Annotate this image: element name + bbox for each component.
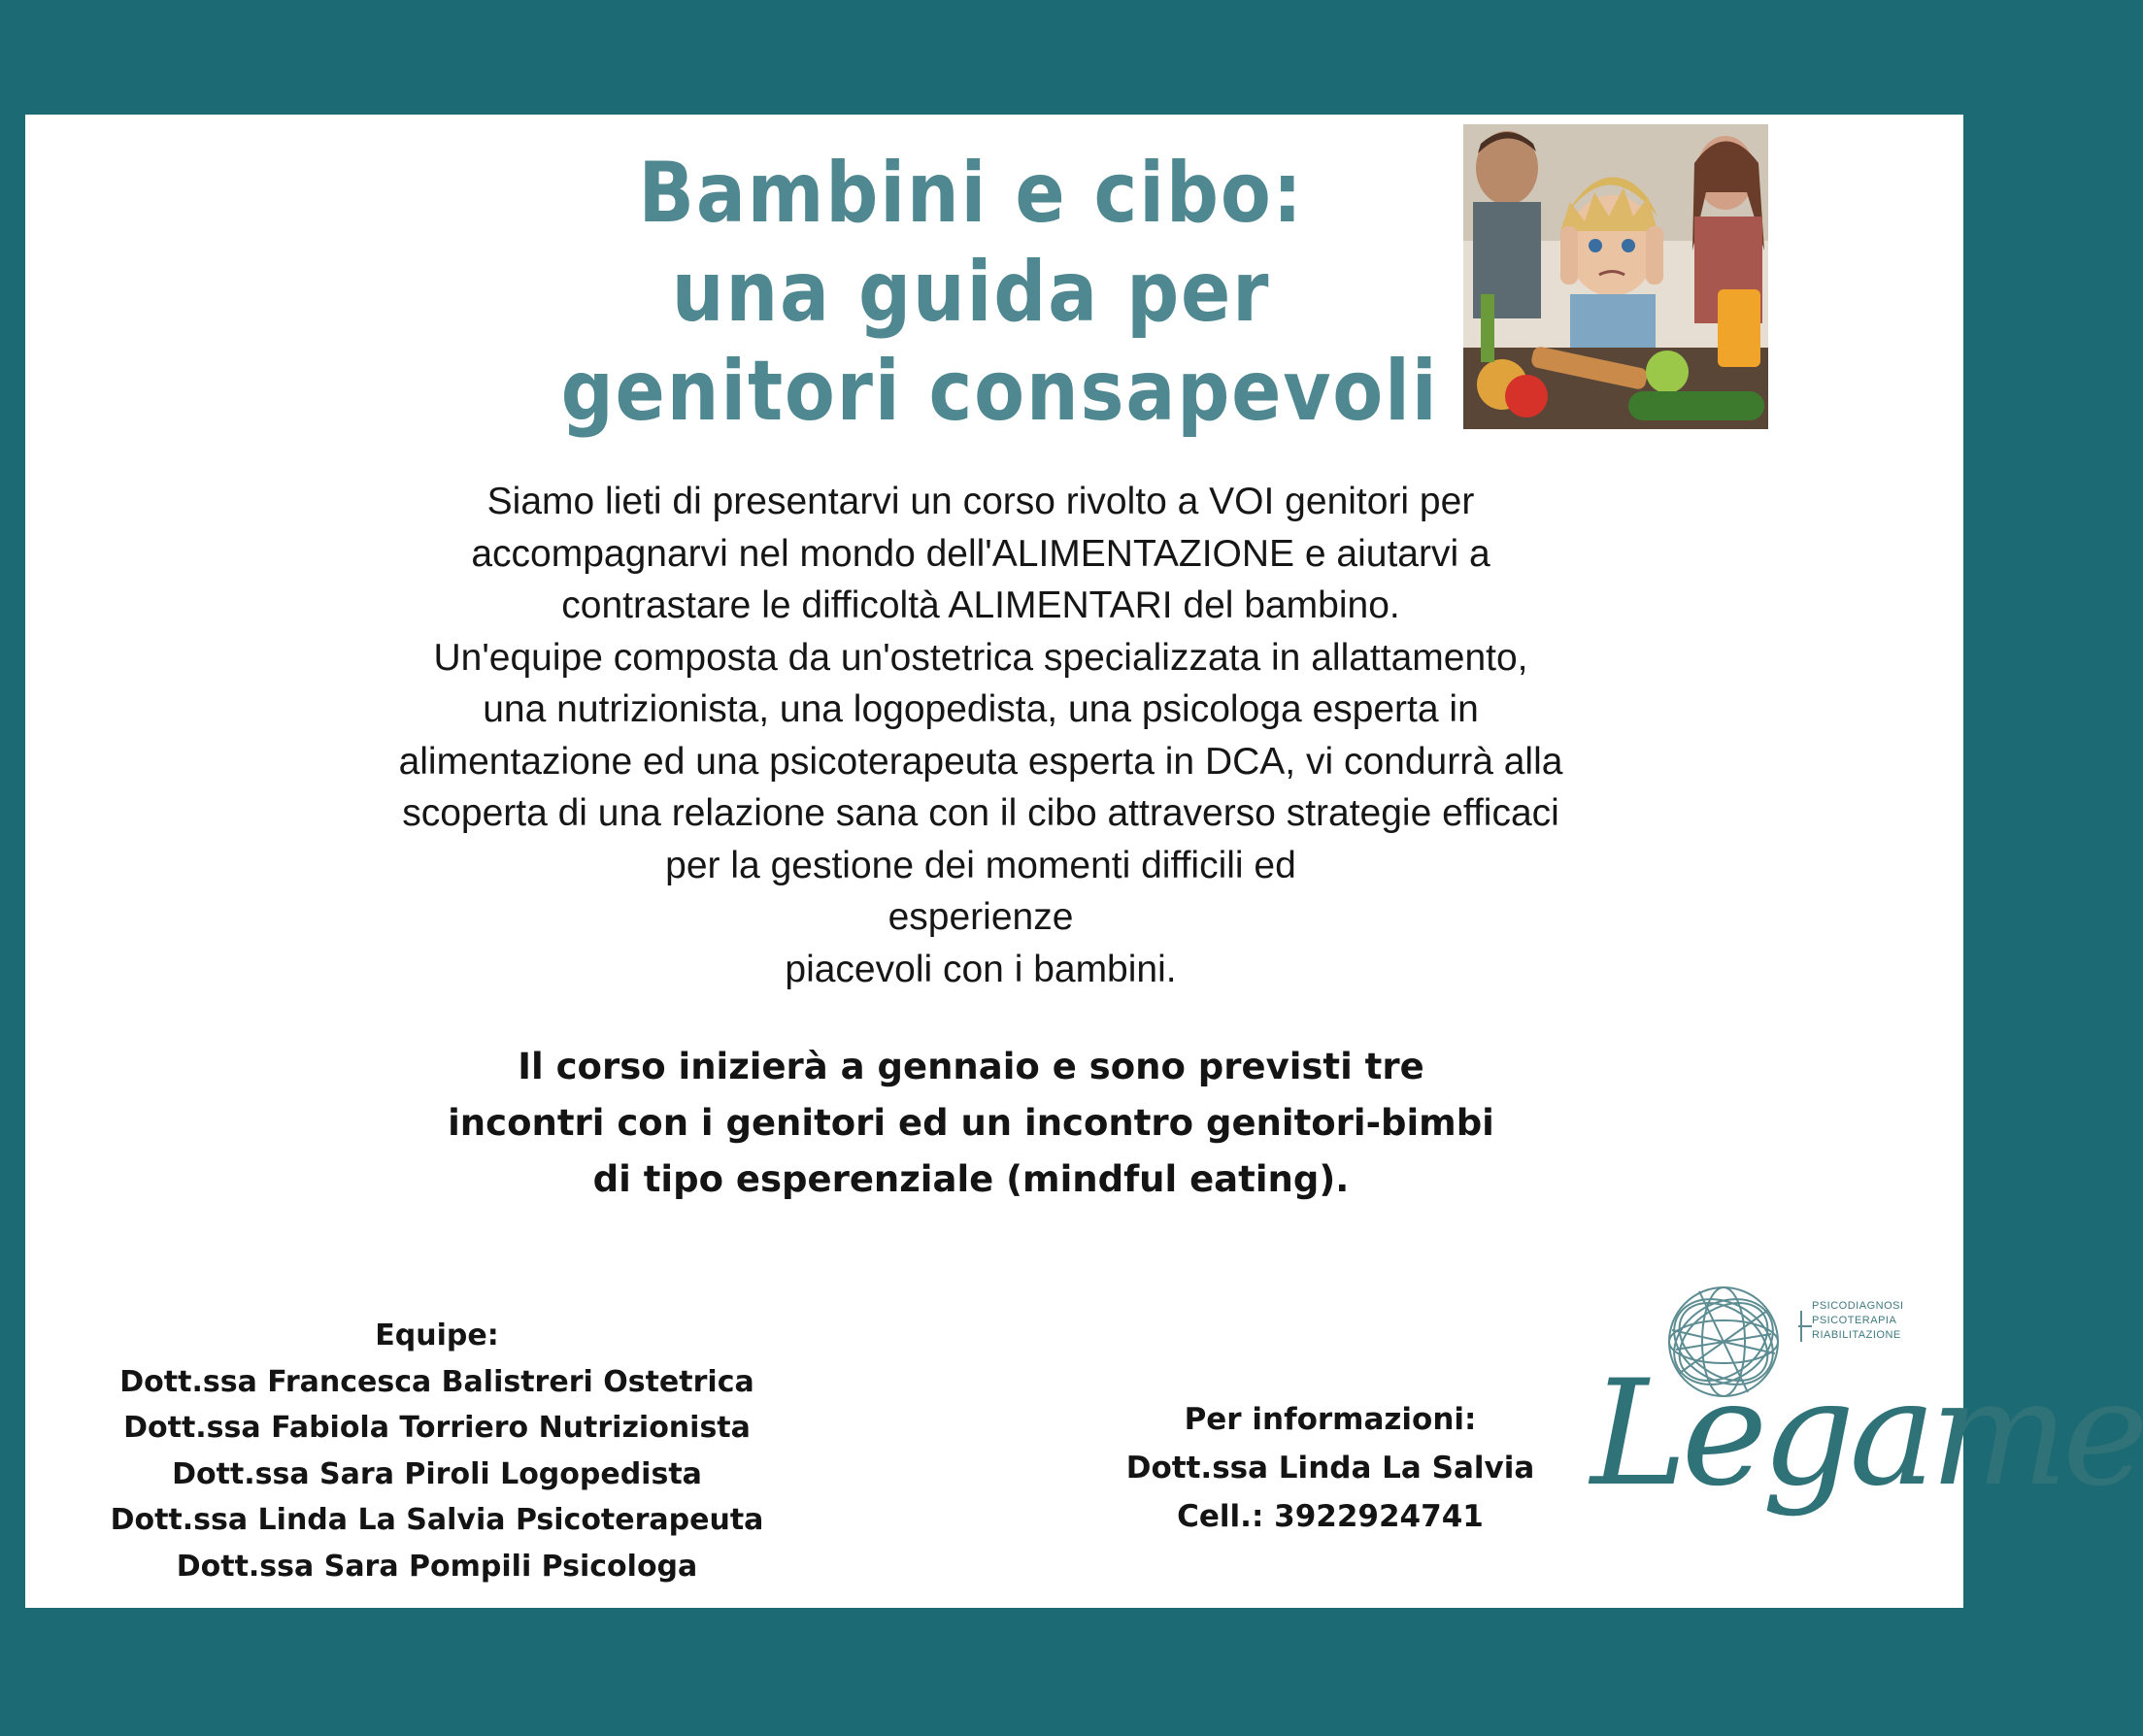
team-member: Dott.ssa Sara Pompili Psicologa (176, 1549, 698, 1584)
contact-heading: Per informazioni: (1184, 1402, 1477, 1437)
intro-line: esperienze (887, 896, 1074, 938)
logo-tagline-line: RIABILITAZIONE (1812, 1329, 1901, 1341)
intro-line: piacevoli con i bambini. (785, 948, 1177, 990)
course-line: di tipo esperenziale (mindful eating). (592, 1158, 1350, 1200)
course-line: Il corso inizierà a gennaio e sono previsti tre (518, 1046, 1424, 1087)
team-heading: Equipe: (375, 1319, 499, 1352)
intro-line: Un'equipe composta da un'ostetrica specializzata in allattamento, (433, 636, 1528, 679)
intro-line: per la gestione dei momenti difficili ed (665, 844, 1296, 886)
flyer-title (560, 144, 1439, 441)
family-food-photo (1463, 124, 1768, 429)
course-line: incontri con i genitori ed un incontro genitori-bimbi (448, 1102, 1494, 1144)
team-member: Dott.ssa Linda La Salvia Psicoterapeuta (110, 1503, 764, 1537)
intro-line: accompagnarvi nel mondo dell'ALIMENTAZIONE e aiutarvi a (471, 532, 1490, 575)
team-member: Dott.ssa Fabiola Torriero Nutrizionista (123, 1411, 751, 1445)
contact-phone[interactable]: Cell.: 3922924741 (1177, 1499, 1484, 1534)
intro-paragraph (175, 476, 1787, 995)
logo-tagline-line: PSICOTERAPIA (1812, 1315, 1897, 1326)
intro-line: contrastare le difficoltà ALIMENTARI del bambino. (561, 584, 1400, 626)
logo-tagline (1812, 1299, 1948, 1343)
contact-info (1078, 1395, 1583, 1541)
title-line-2: una guida per (671, 244, 1271, 341)
course-details (291, 1039, 1651, 1208)
team-member: Dott.ssa Francesca Balistreri Ostetrica (119, 1364, 754, 1399)
intro-line: una nutrizionista, una logopedista, una psicologa esperta in (483, 688, 1479, 730)
logo-tagline-line: PSICODIAGNOSI (1812, 1300, 1904, 1312)
logo-wordmark: Legame (1591, 1350, 2143, 1519)
team-list (39, 1313, 835, 1589)
intro-line: scoperta di una relazione sana con il cibo attraverso strategie efficaci (402, 792, 1559, 834)
contact-name: Dott.ssa Linda La Salvia (1125, 1451, 1535, 1486)
title-line-1: Bambini e cibo: (638, 145, 1304, 242)
team-member: Dott.ssa Sara Piroli Logopedista (172, 1456, 702, 1491)
title-line-3: genitori consapevoli (560, 343, 1439, 440)
photo-illustration (1463, 124, 1768, 429)
intro-line: alimentazione ed una psicoterapeuta esperta in DCA, vi condurrà alla (398, 740, 1563, 783)
intro-line: Siamo lieti di presentarvi un corso rivolto a VOI genitori per (486, 481, 1475, 522)
